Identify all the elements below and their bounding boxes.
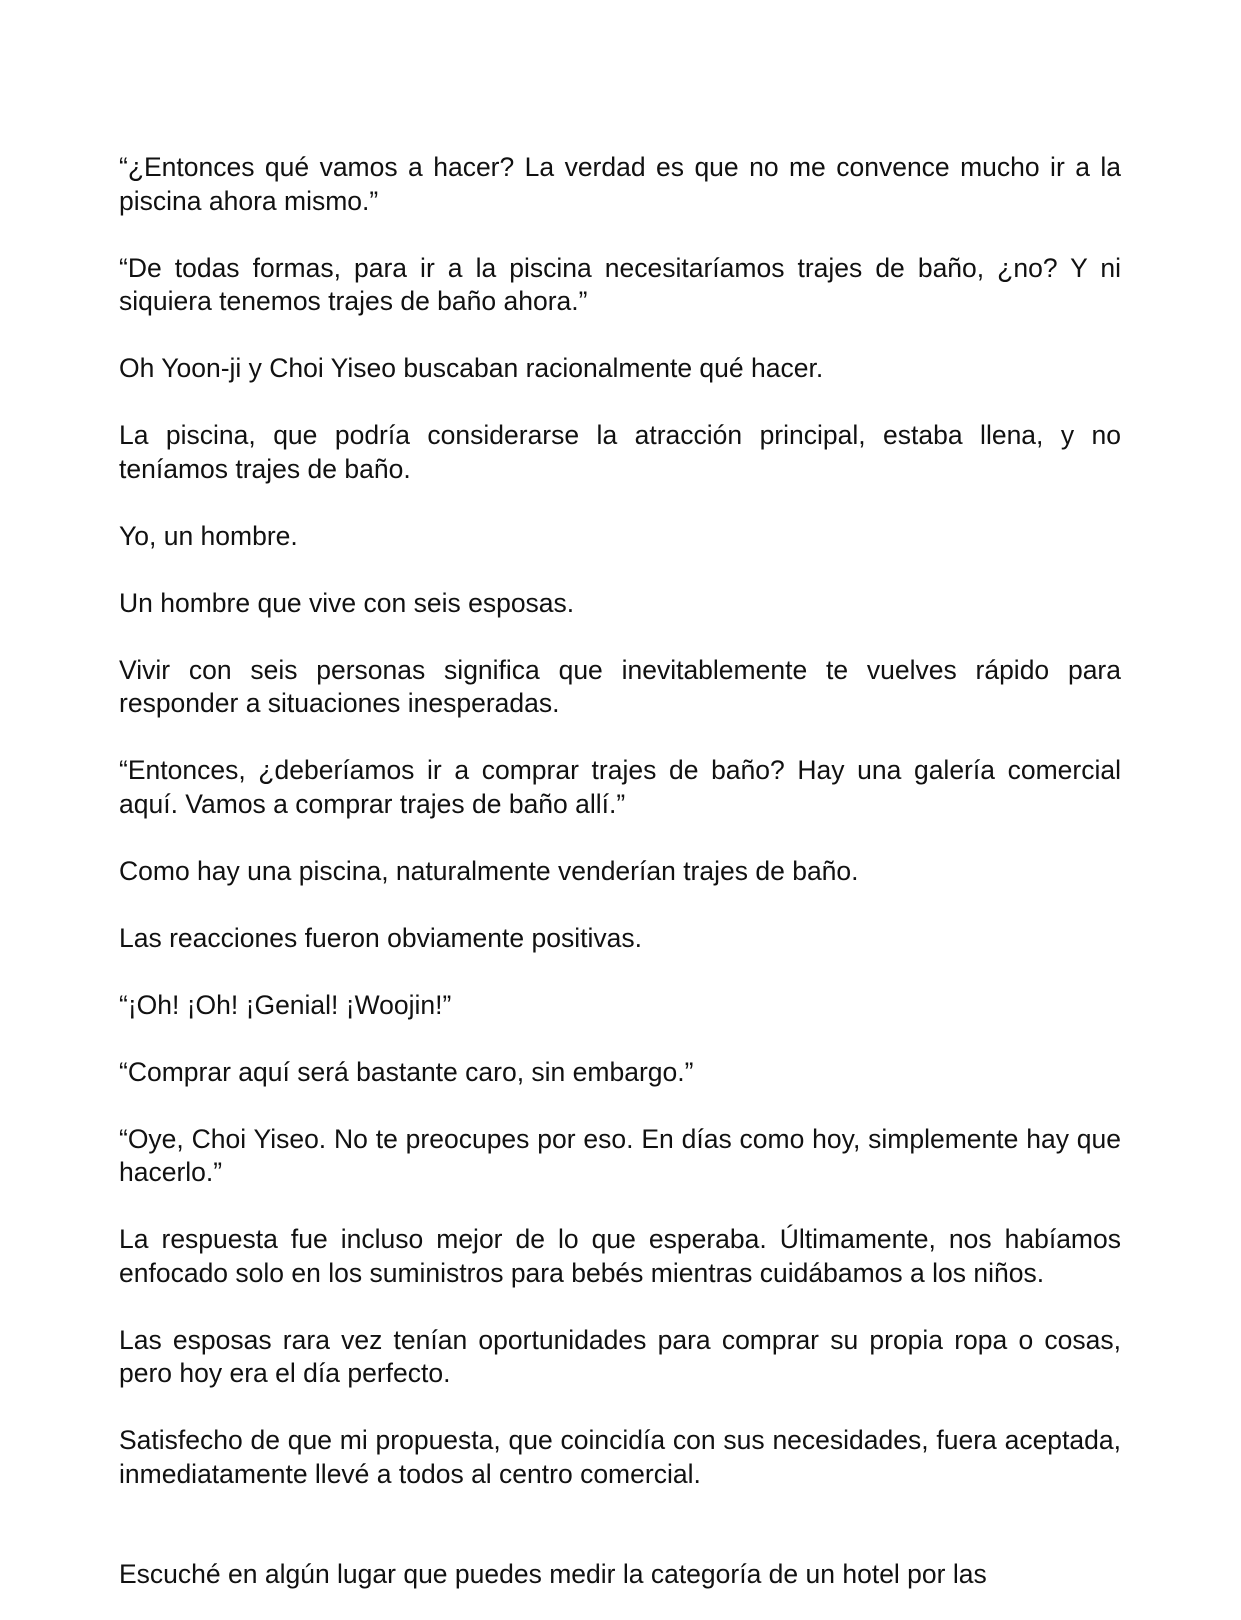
paragraph: “Oye, Choi Yiseo. No te preocupes por eso. En días como hoy, simplemente hay que hacerlo.” (119, 1123, 1121, 1187)
paragraph: Oh Yoon-ji y Choi Yiseo buscaban racionalmente qué hacer. (119, 353, 824, 383)
paragraph: Yo, un hombre. (119, 520, 298, 551)
paragraph: Un hombre que vive con seis esposas. (119, 587, 575, 618)
paragraph: “Entonces, ¿deberíamos ir a comprar trajes de baño? Hay una galería comercial aquí. Vamos a comprar trajes de baño allí.” (119, 755, 1121, 819)
paragraph: “¡Oh! ¡Oh! ¡Genial! ¡Woojin!” (119, 989, 452, 1020)
paragraph: Las esposas rara vez tenían oportunidades para comprar su propia ropa o cosas, pero hoy era el día perfecto. (119, 1324, 1121, 1388)
paragraph: Las reacciones fueron obviamente positivas. (119, 922, 642, 953)
paragraph: Escuché en algún lugar que puedes medir la categoría de un hotel por las (119, 1559, 987, 1589)
paragraph: La piscina, que podría considerarse la atracción principal, estaba llena, y no teníamos trajes de baño. (119, 420, 1121, 484)
paragraph: “Comprar aquí será bastante caro, sin embargo.” (119, 1056, 694, 1087)
paragraph: Vivir con seis personas significa que inevitablemente te vuelves rápido para responder a situaciones inesperadas. (119, 654, 1121, 718)
document-body (119, 151, 1121, 1620)
paragraph: La respuesta fue incluso mejor de lo que esperaba. Últimamente, nos habíamos enfocado solo en los suministros para bebés mientras cuidábamos a los niños. (119, 1224, 1121, 1288)
paragraph: “¿Entonces qué vamos a hacer? La verdad es que no me convence mucho ir a la piscina ahora mismo.” (119, 152, 1121, 216)
paragraph: Como hay una piscina, naturalmente venderían trajes de baño. (119, 855, 859, 886)
paragraph: “De todas formas, para ir a la piscina necesitaríamos trajes de baño, ¿no? Y ni siquiera tenemos trajes de baño ahora.” (119, 252, 1121, 316)
paragraph: Satisfecho de que mi propuesta, que coincidía con sus necesidades, fuera aceptada, inmediatamente llevé a todos al centro comercial. (119, 1425, 1121, 1489)
